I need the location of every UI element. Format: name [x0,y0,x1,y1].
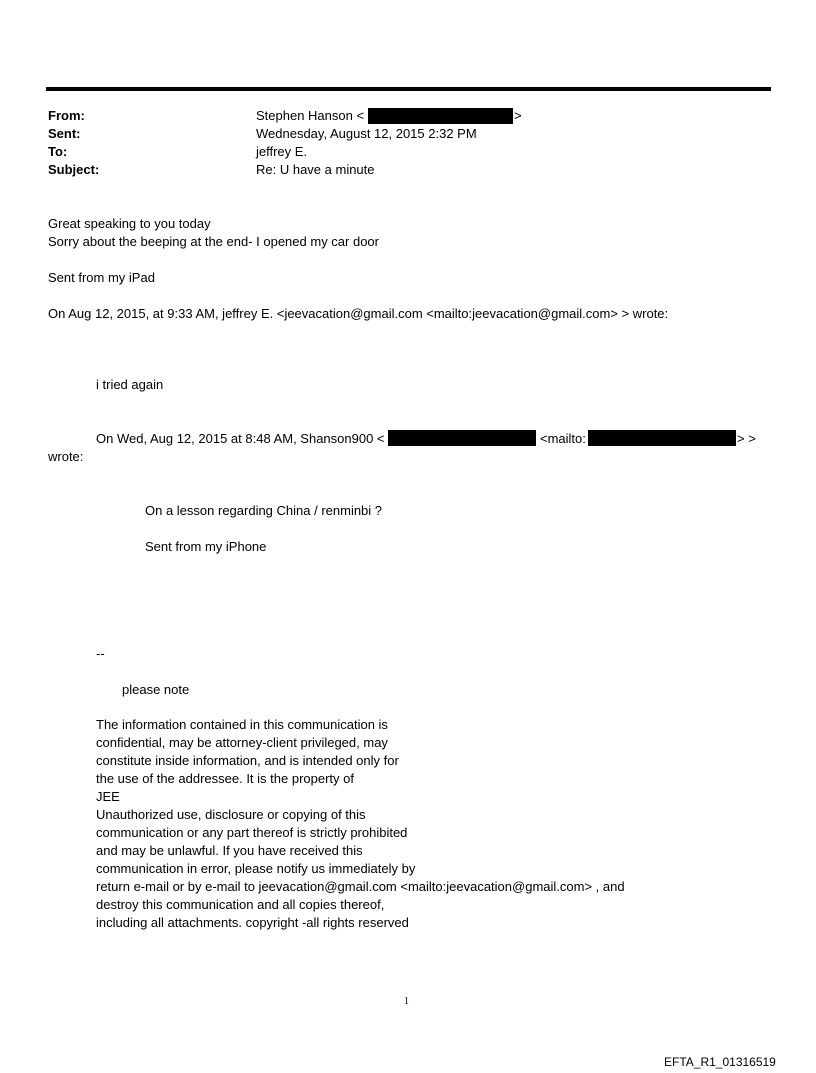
page-number: 1 [404,996,409,1007]
body-line-2: Sorry about the beeping at the end- I opened my car door [48,234,379,249]
disclaimer-line: including all attachments. copyright -all rights reserved [96,915,409,930]
disclaimer-line: the use of the addressee. It is the property of [96,771,354,786]
sent-label: Sent: [48,126,81,141]
body-line-1: Great speaking to you today [48,216,211,231]
quote2-wrote: wrote: [48,449,84,464]
quote2-close: > > [737,431,756,446]
disclaimer-line: communication in error, please notify us immediately by [96,861,416,876]
disclaimer-line: return e-mail or by e-mail to jeevacation@gmail.com <mailto:jeevacation@gmail.com> , and [96,879,625,894]
disclaimer-line: confidential, may be attorney-client privileged, may [96,735,388,750]
redaction-box [368,108,513,124]
from-value: Stephen Hanson < [256,108,365,123]
please-note: please note [122,682,190,697]
to-label: To: [48,144,68,159]
signature-dashes: -- [96,646,105,661]
sent-from-ipad: Sent from my iPad [48,270,155,285]
header-rule [46,87,771,91]
sent-value: Wednesday, August 12, 2015 2:32 PM [256,126,477,141]
subject-value: Re: U have a minute [256,162,375,177]
disclaimer-line: constitute inside information, and is intended only for [96,753,399,768]
from-close: > [514,108,522,123]
quote2-mailto: <mailto: [540,431,586,446]
lesson-line: On a lesson regarding China / renminbi ? [145,503,383,518]
to-value: jeffrey E. [256,144,308,159]
quote1-header: On Aug 12, 2015, at 9:33 AM, jeffrey E. <jeevacation@gmail.com <mailto:jeevacation@gmail.com> > wrote: [48,306,669,321]
tried-again: i tried again [96,377,164,392]
subject-label: Subject: [48,162,100,177]
disclaimer-line: communication or any part thereof is strictly prohibited [96,825,408,840]
document-id: EFTA_R1_01316519 [664,1055,776,1069]
from-label: From: [48,108,85,123]
redaction-box [588,430,736,446]
disclaimer-line: The information contained in this communication is [96,717,388,732]
quote2-header: On Wed, Aug 12, 2015 at 8:48 AM, Shanson900 < [96,431,385,446]
disclaimer-line: JEE [96,789,120,804]
disclaimer-line: and may be unlawful. If you have received this [96,843,363,858]
disclaimer-line: Unauthorized use, disclosure or copying of this [96,807,366,822]
redaction-box [388,430,536,446]
disclaimer-line: destroy this communication and all copies thereof, [96,897,385,912]
sent-from-iphone: Sent from my iPhone [145,539,267,554]
